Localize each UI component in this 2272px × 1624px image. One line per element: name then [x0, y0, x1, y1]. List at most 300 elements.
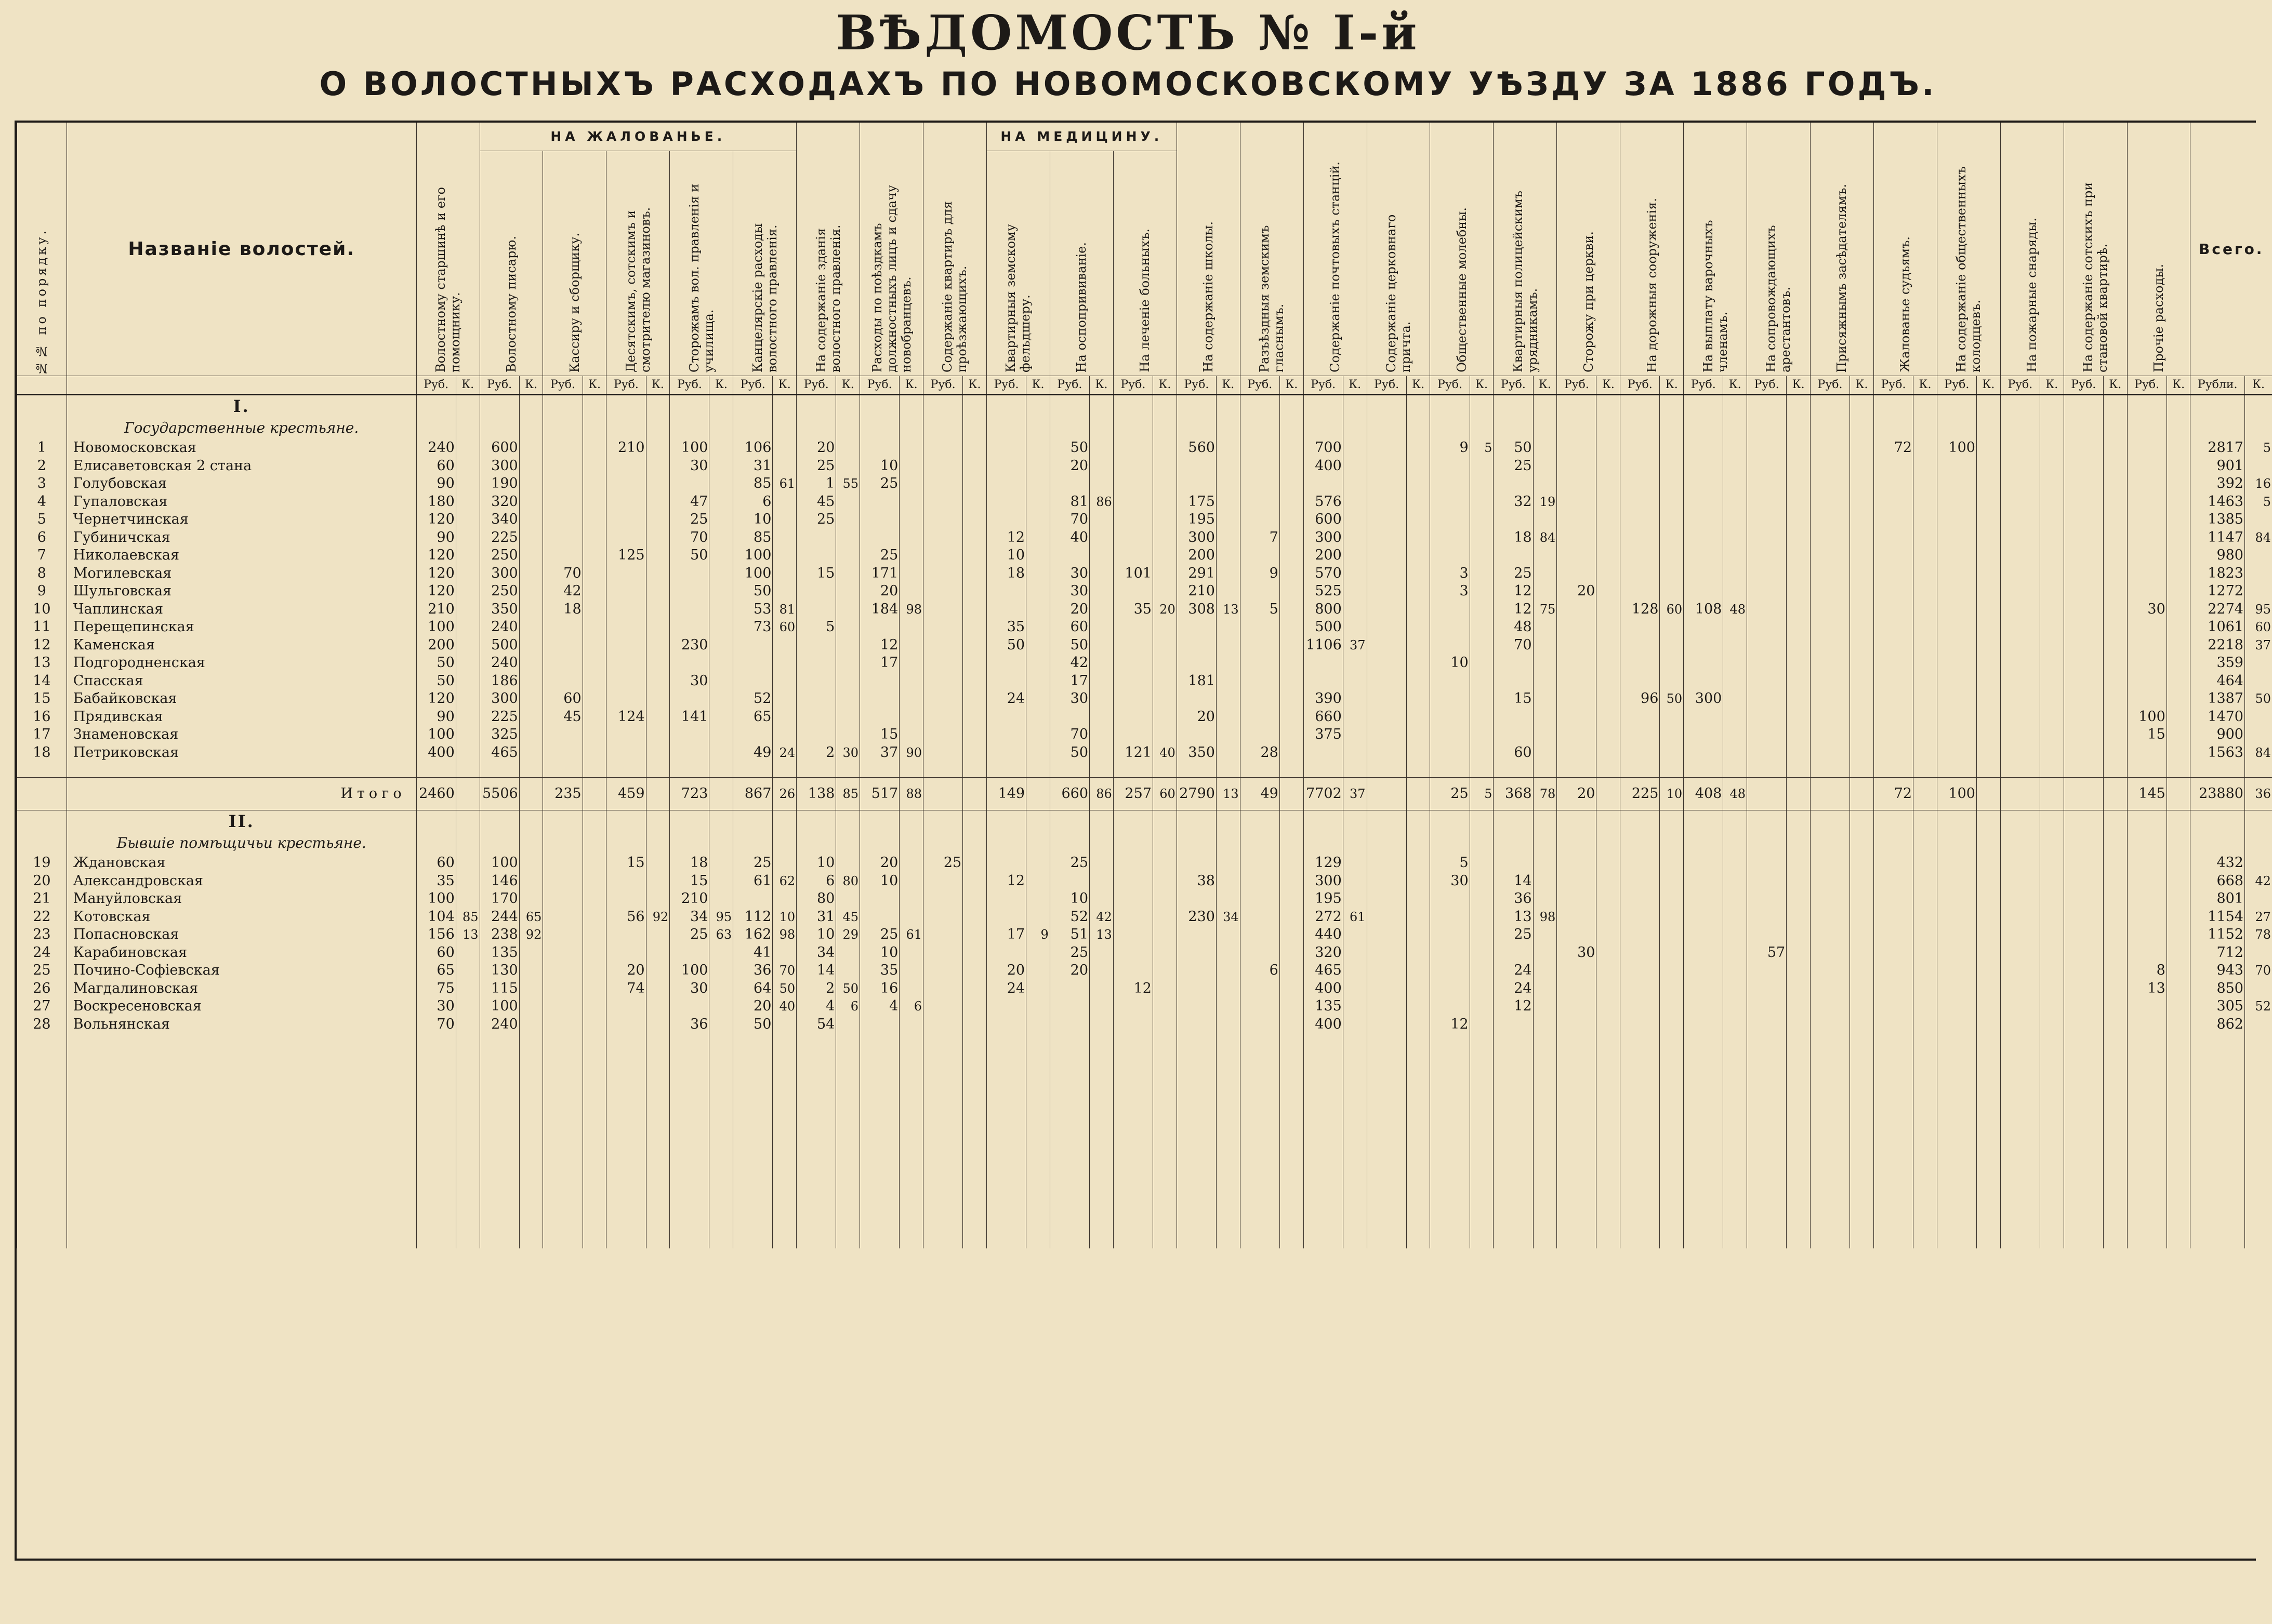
blank-cell	[1177, 1231, 1216, 1249]
district-name-text: Шульговская	[73, 583, 172, 600]
ruble-cell	[2000, 493, 2040, 511]
ruble-cell	[923, 778, 962, 810]
ruble-cell	[606, 493, 646, 511]
blank-cell	[1873, 810, 1913, 833]
ruble-cell: 12	[1494, 601, 1533, 619]
district-name	[67, 601, 416, 619]
blank-cell	[1596, 1195, 1620, 1213]
kopeck-cell	[646, 475, 670, 493]
ruble-cell	[1557, 636, 1596, 655]
row-number: 28	[17, 1016, 67, 1034]
kopeck-cell	[1026, 708, 1050, 726]
blank-cell	[1470, 832, 1494, 854]
unit-kop: К.	[963, 376, 987, 395]
blank-cell	[1090, 1051, 1114, 1070]
ruble-cell: 6	[1240, 962, 1279, 980]
blank-cell	[1240, 1195, 1279, 1213]
ruble-cell: 25	[1494, 565, 1533, 583]
blank-cell	[1494, 1033, 1533, 1051]
ruble-cell	[1873, 547, 1913, 565]
table-row	[17, 854, 2272, 872]
kopeck-cell	[456, 690, 480, 708]
total-ruble-cell: 1563	[2190, 744, 2245, 762]
ruble-cell	[1113, 439, 1153, 457]
kopeck-cell	[2103, 726, 2127, 744]
blank-cell	[2103, 1195, 2127, 1213]
kopeck-cell	[1343, 565, 1367, 583]
kopeck-cell	[2103, 708, 2127, 726]
blank-cell	[2244, 1051, 2272, 1070]
ruble-cell: 85	[733, 475, 773, 493]
blank-cell	[2103, 1051, 2127, 1070]
kopeck-cell	[519, 708, 543, 726]
blank-cell	[900, 832, 923, 854]
blank-cell	[1343, 1141, 1367, 1159]
kopeck-cell	[1660, 1016, 1684, 1034]
ruble-cell	[1430, 997, 1470, 1016]
kopeck-cell	[1596, 654, 1620, 672]
blank-cell	[963, 1213, 987, 1231]
table-row	[17, 708, 2272, 726]
blank-cell	[1660, 417, 1684, 439]
group-spacer	[416, 123, 480, 151]
kopeck-cell	[709, 854, 733, 872]
kopeck-cell	[1850, 582, 1874, 601]
ruble-cell: 272	[1303, 908, 1343, 926]
column-title	[1240, 151, 1303, 376]
ruble-cell: 171	[860, 565, 900, 583]
ruble-cell: 42	[1050, 654, 1089, 672]
district-name-text: Карабиновская	[73, 944, 188, 961]
blank-cell	[986, 832, 1026, 854]
table-row	[17, 962, 2272, 980]
blank-cell	[606, 395, 646, 418]
blank-cell	[1937, 1195, 1976, 1213]
blank-cell	[1470, 1177, 1494, 1195]
table-row	[17, 890, 2272, 908]
ruble-cell	[986, 475, 1026, 493]
ruble-cell	[2127, 890, 2167, 908]
table-row	[17, 457, 2272, 475]
kopeck-cell	[1153, 997, 1177, 1016]
blank-cell	[709, 1195, 733, 1213]
kopeck-cell	[1153, 457, 1177, 475]
blank-cell	[1406, 1069, 1430, 1087]
blank-cell	[1747, 1213, 1787, 1231]
kopeck-cell	[1533, 565, 1557, 583]
kopeck-cell	[963, 944, 987, 962]
kopeck-cell	[1533, 672, 1557, 690]
blank-cell	[646, 1195, 670, 1213]
blank-cell	[67, 1033, 416, 1051]
ruble-cell: 75	[416, 980, 456, 998]
blank-cell	[1660, 1213, 1684, 1231]
blank-cell	[1430, 832, 1470, 854]
ruble-cell: 5	[1430, 854, 1470, 872]
district-name-text: Чаплинская	[73, 601, 164, 617]
kopeck-cell	[836, 565, 860, 583]
blank-cell	[1216, 1159, 1240, 1177]
ruble-cell	[2064, 457, 2103, 475]
blank-cell	[1050, 1033, 1089, 1051]
ruble-cell	[1177, 890, 1216, 908]
ruble-cell	[1557, 475, 1596, 493]
ruble-cell	[1240, 980, 1279, 998]
blank-cell	[606, 417, 646, 439]
blank-cell	[1684, 1231, 1723, 1249]
kopeck-cell	[1279, 944, 1303, 962]
blank-cell	[480, 417, 519, 439]
ruble-cell	[2064, 690, 2103, 708]
ruble-cell: 56	[606, 908, 646, 926]
kopeck-cell	[1090, 601, 1114, 619]
ruble-cell: 120	[416, 511, 456, 529]
ruble-cell	[1747, 654, 1787, 672]
blank-cell	[17, 762, 67, 778]
kopeck-cell	[1216, 872, 1240, 890]
blank-cell	[519, 1177, 543, 1195]
blank-cell	[1787, 810, 1811, 833]
kopeck-cell	[1470, 636, 1494, 655]
blank-cell	[1279, 832, 1303, 854]
blank-cell	[606, 1033, 646, 1051]
blank-cell	[670, 1069, 709, 1087]
ruble-cell	[1810, 872, 1850, 890]
blank-cell	[670, 1213, 709, 1231]
ruble-cell	[1620, 890, 1660, 908]
blank-cell	[1367, 762, 1406, 778]
ruble-cell: 18	[986, 565, 1026, 583]
blank-cell	[646, 1051, 670, 1070]
blank-cell	[836, 1069, 860, 1087]
kopeck-cell	[1026, 908, 1050, 926]
kopeck-cell	[773, 944, 797, 962]
blank-cell	[67, 1051, 416, 1070]
blank-cell	[1090, 1141, 1114, 1159]
ruble-cell	[1937, 636, 1976, 655]
kopeck-cell	[1787, 926, 1811, 944]
kopeck-cell	[900, 439, 923, 457]
blank-cell	[709, 832, 733, 854]
kopeck-cell	[1153, 493, 1177, 511]
total-kopeck-cell: 52	[2244, 997, 2272, 1016]
kopeck-cell	[1660, 582, 1684, 601]
blank-cell	[17, 1159, 67, 1177]
blank-cell	[1937, 1087, 1976, 1106]
kopeck-cell	[1787, 690, 1811, 708]
kopeck-cell	[1977, 654, 2001, 672]
ruble-cell	[1873, 565, 1913, 583]
kopeck-cell	[519, 511, 543, 529]
kopeck-cell	[1279, 511, 1303, 529]
district-name	[67, 962, 416, 980]
ruble-cell	[1873, 690, 1913, 708]
kopeck-cell	[963, 997, 987, 1016]
kopeck-cell	[963, 672, 987, 690]
district-name	[67, 744, 416, 762]
blank-cell	[923, 1087, 962, 1106]
kopeck-cell	[1596, 690, 1620, 708]
blank-cell	[797, 1123, 836, 1141]
ruble-cell	[1240, 997, 1279, 1016]
ruble-cell: 244	[480, 908, 519, 926]
kopeck-cell	[1090, 636, 1114, 655]
blank-cell	[519, 1087, 543, 1106]
kopeck-cell	[1216, 690, 1240, 708]
blank-cell	[670, 1177, 709, 1195]
blank-cell	[17, 1087, 67, 1106]
kopeck-cell	[1279, 547, 1303, 565]
blank-cell	[2167, 1195, 2190, 1213]
blank-cell	[1430, 417, 1470, 439]
blank-cell	[900, 810, 923, 833]
ruble-cell	[1367, 475, 1406, 493]
kopeck-cell	[1026, 778, 1050, 810]
kopeck-cell	[1343, 690, 1367, 708]
kopeck-cell	[1153, 908, 1177, 926]
blank-cell	[1090, 762, 1114, 778]
total-kopeck-cell	[2244, 854, 2272, 872]
blank-cell	[1787, 1033, 1811, 1051]
kopeck-cell	[836, 618, 860, 636]
ruble-cell	[1873, 582, 1913, 601]
blank-cell	[17, 1033, 67, 1051]
ruble-cell	[1177, 854, 1216, 872]
blank-cell	[923, 810, 962, 833]
kopeck-cell	[1850, 778, 1874, 810]
blank-cell	[2244, 762, 2272, 778]
blank-cell	[1279, 1069, 1303, 1087]
ruble-cell	[2127, 908, 2167, 926]
blank-cell	[416, 1069, 456, 1087]
kopeck-cell	[900, 582, 923, 601]
blank-cell	[1873, 1087, 1913, 1106]
ruble-cell: 100	[1937, 439, 1976, 457]
blank-cell	[1279, 1105, 1303, 1123]
ruble-cell	[1177, 457, 1216, 475]
ruble-cell: 129	[1303, 854, 1343, 872]
blank-cell	[1850, 1051, 1874, 1070]
blank-cell	[2000, 1195, 2040, 1213]
blank-cell	[860, 1069, 900, 1087]
ruble-cell	[1810, 475, 1850, 493]
ruble-cell: 300	[1303, 872, 1343, 890]
kopeck-cell	[773, 582, 797, 601]
kopeck-cell	[709, 980, 733, 998]
ruble-cell	[1240, 944, 1279, 962]
ruble-cell	[1367, 926, 1406, 944]
blank-cell	[2127, 1105, 2167, 1123]
total-ruble-cell: 1823	[2190, 565, 2245, 583]
ruble-cell	[606, 565, 646, 583]
table-row	[17, 1141, 2272, 1159]
kopeck-cell	[1216, 744, 1240, 762]
blank-cell	[2040, 1069, 2064, 1087]
ruble-cell	[543, 457, 583, 475]
blank-cell	[1723, 1069, 1747, 1087]
kopeck-cell	[836, 493, 860, 511]
blank-cell	[670, 1195, 709, 1213]
kopeck-cell	[456, 726, 480, 744]
ruble-cell: 81	[1050, 493, 1089, 511]
unit-kop: К.	[1279, 376, 1303, 395]
kopeck-cell	[2040, 926, 2064, 944]
blank-cell	[17, 1051, 67, 1070]
ruble-cell: 25	[860, 547, 900, 565]
blank-cell	[1533, 832, 1557, 854]
ruble-cell	[1873, 493, 1913, 511]
kopeck-cell	[1787, 872, 1811, 890]
column-title	[733, 151, 797, 376]
blank-cell	[1367, 1105, 1406, 1123]
kopeck-cell	[1850, 708, 1874, 726]
kopeck-cell	[1913, 529, 1937, 547]
ruble-cell	[923, 547, 962, 565]
kopeck-cell	[1533, 744, 1557, 762]
kopeck-cell	[1787, 636, 1811, 655]
kopeck-cell	[1660, 547, 1684, 565]
district-name	[67, 854, 416, 872]
blank-cell	[519, 810, 543, 833]
kopeck-cell	[2040, 493, 2064, 511]
expense-table	[15, 121, 2271, 1561]
ruble-cell	[1873, 997, 1913, 1016]
ruble-cell	[1937, 672, 1976, 690]
blank-cell	[583, 1231, 606, 1249]
ruble-cell: 25	[860, 475, 900, 493]
blank-cell	[1873, 1141, 1913, 1159]
ruble-cell: 120	[416, 582, 456, 601]
kopeck-cell	[1153, 511, 1177, 529]
ruble-cell	[986, 439, 1026, 457]
kopeck-cell	[1913, 511, 1937, 529]
ruble-cell: 13	[2127, 980, 2167, 998]
blank-cell	[646, 1231, 670, 1249]
kopeck-cell	[709, 708, 733, 726]
kopeck-cell	[2167, 980, 2190, 998]
kopeck-cell	[1216, 926, 1240, 944]
district-name-text: Подгородненская	[73, 655, 205, 671]
ruble-cell	[1620, 475, 1660, 493]
blank-cell	[519, 1033, 543, 1051]
blank-cell	[1850, 417, 1874, 439]
ledger-table	[17, 123, 2272, 1248]
blank-cell	[670, 1141, 709, 1159]
total-ruble-cell: 862	[2190, 1016, 2245, 1034]
total-ruble-cell: 432	[2190, 854, 2245, 872]
blank-cell	[1723, 417, 1747, 439]
ruble-cell: 7702	[1303, 778, 1343, 810]
ruble-cell	[2127, 944, 2167, 962]
kopeck-cell	[900, 690, 923, 708]
kopeck-cell	[1279, 854, 1303, 872]
blank-cell	[2127, 1123, 2167, 1141]
group-spacer	[1494, 123, 1557, 151]
blank-cell	[2064, 1087, 2103, 1106]
ruble-cell	[2064, 582, 2103, 601]
ruble-cell: 10	[1430, 654, 1470, 672]
blank-cell	[709, 1123, 733, 1141]
ruble-cell	[923, 980, 962, 998]
blank-cell	[1684, 1069, 1723, 1087]
ruble-cell	[2127, 672, 2167, 690]
blank-cell	[1557, 1033, 1596, 1051]
blank-cell	[1470, 1105, 1494, 1123]
ruble-cell	[2127, 511, 2167, 529]
ruble-cell	[797, 654, 836, 672]
kopeck-cell	[1660, 439, 1684, 457]
total-ruble-cell: 668	[2190, 872, 2245, 890]
ruble-cell: 6	[797, 872, 836, 890]
blank-cell	[2000, 395, 2040, 418]
blank-cell	[836, 1123, 860, 1141]
blank-cell	[1240, 832, 1279, 854]
kopeck-cell	[1787, 654, 1811, 672]
kopeck-cell	[1090, 726, 1114, 744]
ruble-cell	[1113, 908, 1153, 926]
blank-cell	[1620, 1141, 1660, 1159]
blank-cell	[1810, 1033, 1850, 1051]
ruble-cell: 100	[2127, 708, 2167, 726]
kopeck-cell	[1279, 690, 1303, 708]
total-kopeck-cell: 27	[2244, 908, 2272, 926]
district-name-text: Почино-Софіевская	[73, 962, 220, 979]
kopeck-cell	[1279, 601, 1303, 619]
total-ruble-cell: 359	[2190, 654, 2245, 672]
blank-cell	[860, 1141, 900, 1159]
blank-cell	[416, 1159, 456, 1177]
ruble-cell	[606, 726, 646, 744]
ruble-cell	[733, 726, 773, 744]
blank-cell	[2064, 1033, 2103, 1051]
kopeck-cell	[519, 475, 543, 493]
kopeck-cell	[1406, 854, 1430, 872]
ruble-cell: 320	[1303, 944, 1343, 962]
ruble-cell: 135	[1303, 997, 1343, 1016]
blank-cell	[733, 810, 773, 833]
ruble-cell	[2064, 778, 2103, 810]
blank-cell	[416, 1195, 456, 1213]
column-title-text: Содержаніе церковнаго причта.	[1383, 214, 1413, 372]
blank-cell	[543, 1033, 583, 1051]
blank-cell	[583, 1087, 606, 1106]
column-title	[1367, 151, 1430, 376]
ruble-cell	[2000, 690, 2040, 708]
column-title-text: Содержаніе почтовыхъ станцій.	[1328, 162, 1343, 372]
table-row	[17, 908, 2272, 926]
blank-cell	[1913, 1213, 1937, 1231]
ruble-cell: 20	[1050, 601, 1089, 619]
ruble-cell: 50	[986, 636, 1026, 655]
kopeck-cell	[583, 726, 606, 744]
blank-cell	[1430, 1087, 1470, 1106]
ruble-cell	[1113, 726, 1153, 744]
blank-cell	[583, 417, 606, 439]
blank-cell	[2244, 810, 2272, 833]
ruble-cell: 2460	[416, 778, 456, 810]
ruble-cell: 52	[1050, 908, 1089, 926]
ruble-cell: 4	[860, 997, 900, 1016]
blank-cell	[1177, 762, 1216, 778]
blank-cell	[1913, 1177, 1937, 1195]
kopeck-cell	[709, 565, 733, 583]
ruble-cell	[2064, 890, 2103, 908]
blank-cell	[416, 1141, 456, 1159]
blank-cell	[1913, 1231, 1937, 1249]
kopeck-cell	[1660, 654, 1684, 672]
kopeck-cell	[773, 457, 797, 475]
blank-cell	[1050, 832, 1089, 854]
